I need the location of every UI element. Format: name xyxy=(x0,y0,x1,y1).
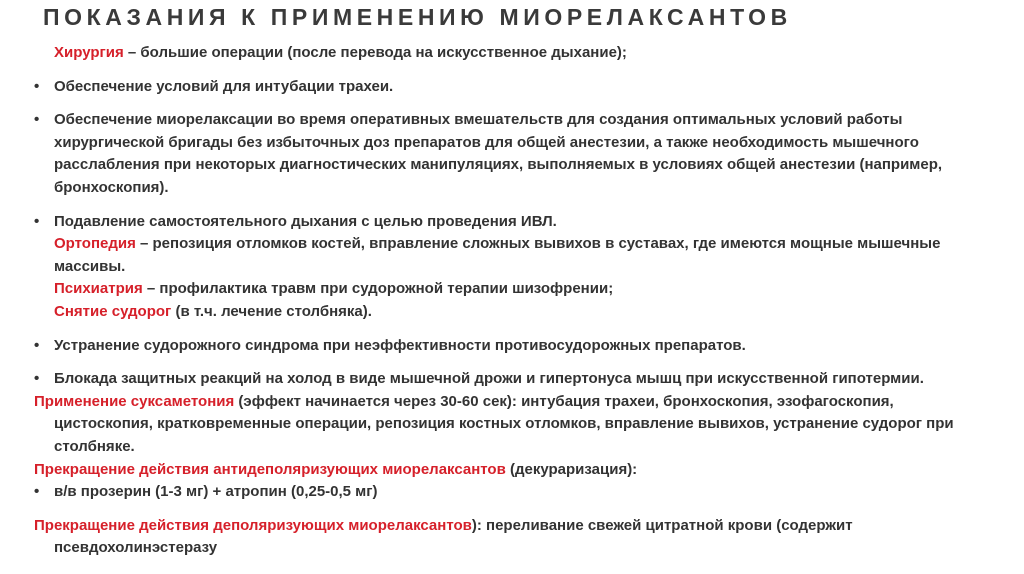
seizures-paragraph xyxy=(34,301,994,324)
seizures-text: (в т.ч. лечение столбняка). xyxy=(171,302,372,320)
orthopedics-label: Ортопедия xyxy=(54,235,136,253)
list-item-text: Обеспечение условий для интубации трахеи. xyxy=(54,77,394,95)
list-item-myorelaxation xyxy=(34,109,994,199)
depolarizing-label: Прекращение действия деполяризующих миорелаксантов xyxy=(34,516,472,534)
psychiatry-text: – профилактика травм при судорожной терапии шизофрении; xyxy=(142,280,614,298)
list-item-text: Подавление самостоятельного дыхания с целью проведения ИВЛ. xyxy=(54,212,557,230)
depolarizing-text: ): переливание свежей цитратной крови (содержит псевдохолинэстеразу xyxy=(54,516,853,557)
decurarization-heading xyxy=(34,459,994,482)
list-item-text: Обеспечение миорелаксации во время оперативных вмешательств для создания оптимальных условий работы хирургической бригады без избыточных доз препаратов для общей анестезии, а также необходимость мышечного расслабления при некоторых диагностических манипуляциях, выполняемых в условиях общей анестезии (например, бронхоскопия). xyxy=(54,111,943,196)
bullet-icon: • xyxy=(34,77,40,95)
bullet-icon: • xyxy=(34,212,40,230)
surgery-label: Хирургия xyxy=(54,44,124,61)
orthopedics-paragraph xyxy=(34,233,994,278)
slide-content xyxy=(34,42,994,560)
list-item-text: Устранение судорожного синдрома при неэффективности противосудорожных препаратов. xyxy=(54,336,746,354)
bullet-icon: • xyxy=(34,370,40,388)
surgery-text: – большие операции (после перевода на искусственное дыхание); xyxy=(123,44,627,61)
seizures-label: Снятие судорог xyxy=(54,302,172,320)
suxamethonium-text: (эффект начинается через 30-60 сек): интубация трахеи, бронхоскопия, эзофагоскопия, цистоскопия, кратковременные операции, репозиция костных отломков, вправление вывихов, устранение судорог при столбняке. xyxy=(54,392,954,455)
list-item-intubation xyxy=(34,76,994,99)
list-item-ventilation xyxy=(34,211,994,234)
list-item-hypothermia xyxy=(34,368,994,391)
suxamethonium-label: Применение суксаметония xyxy=(34,392,235,410)
list-item-prozerin xyxy=(34,481,994,504)
decurarization-label: Прекращение действия антидеполяризующих миорелаксантов xyxy=(34,460,506,478)
psychiatry-paragraph xyxy=(34,278,994,301)
list-item-text: Блокада защитных реакций на холод в виде мышечной дрожи и гипертонуса мышц при искусственной гипотермии. xyxy=(54,370,924,388)
psychiatry-label: Психиатрия xyxy=(54,280,143,298)
page-title: ПОКАЗАНИЯ К ПРИМЕНЕНИЮ МИОРЕЛАКСАНТОВ xyxy=(43,4,792,30)
bullet-icon: • xyxy=(34,483,40,501)
depolarizing-paragraph xyxy=(34,515,994,560)
bullet-icon: • xyxy=(34,111,40,129)
surgery-paragraph xyxy=(34,42,994,65)
orthopedics-text: – репозиция отломков костей, вправление сложных вывихов в суставах, где имеются мощные мышечные массивы. xyxy=(54,235,941,275)
suxamethonium-paragraph xyxy=(34,391,994,459)
bullet-icon: • xyxy=(34,336,40,354)
list-item-text: в/в прозерин (1-3 мг) + атропин (0,25-0,5 мг) xyxy=(54,483,378,501)
list-item-anticonvulsant xyxy=(34,335,994,358)
decurarization-text: (декураризация): xyxy=(505,460,638,478)
